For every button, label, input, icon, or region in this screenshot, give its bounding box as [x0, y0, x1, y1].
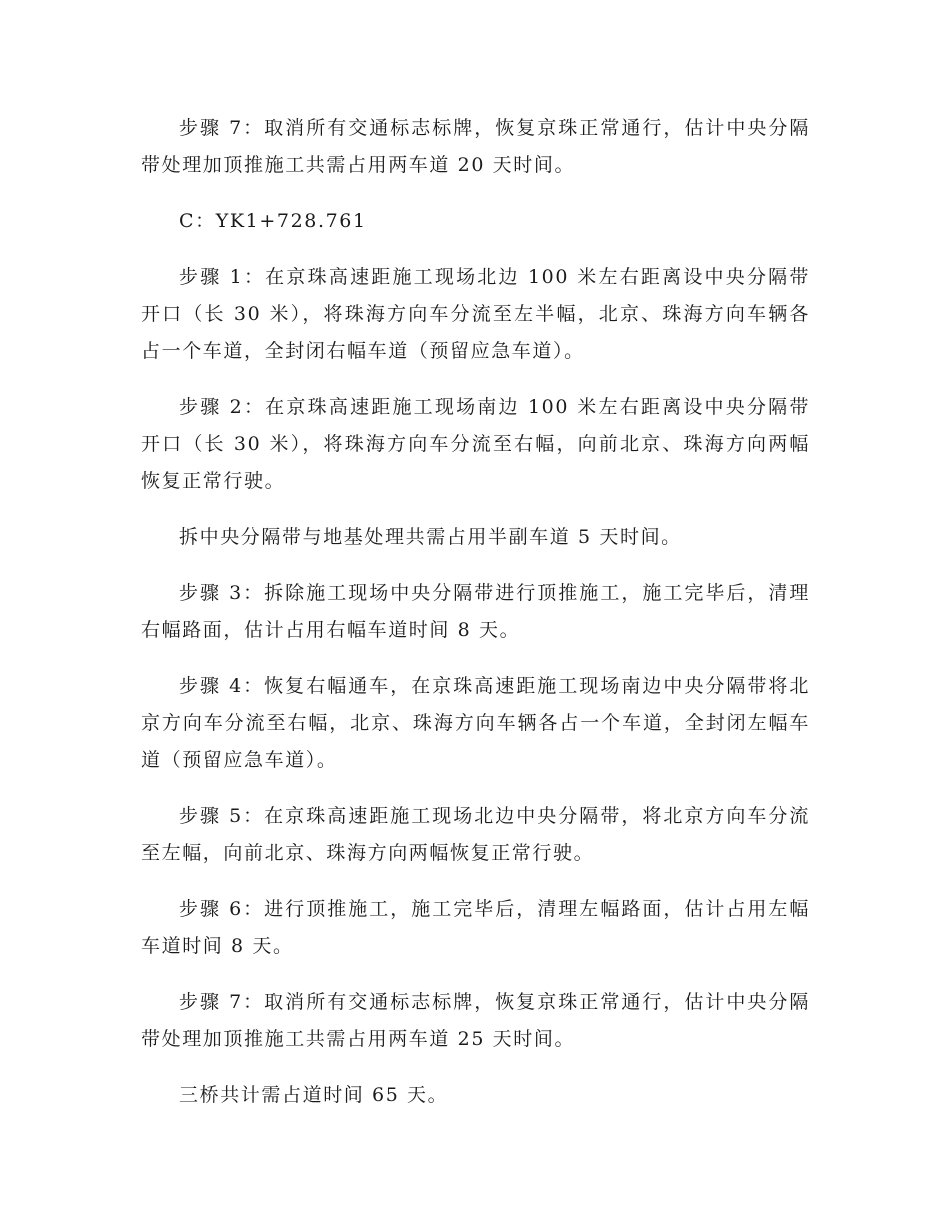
paragraph-median-removal: 拆中央分隔带与地基处理共需占用半副车道 5 天时间。 — [179, 526, 682, 548]
paragraph-step7-first: 步骤 7：取消所有交通标志标牌，恢复京珠正常通行，估计中央分隔带处理加顶推施工共需占用两车道 20 天时间。 — [141, 117, 810, 176]
paragraph-step1: 步骤 1：在京珠高速距施工现场北边 100 米左右距离设中央分隔带开口（长 30 米），将珠海方向车分流至左半幅，北京、珠海方向车辆各占一个车道，全封闭右幅车道（预留应急车道）。 — [141, 266, 810, 362]
paragraph-step6: 步骤 6：进行顶推施工，施工完毕后，清理左幅路面，估计占用左幅车道时间 8 天。 — [141, 898, 810, 957]
paragraph-step2: 步骤 2：在京珠高速距施工现场南边 100 米左右距离设中央分隔带开口（长 30 米），将珠海方向车分流至右幅，向前北京、珠海方向两幅恢复正常行驶。 — [141, 396, 810, 492]
paragraph-step7-second: 步骤 7：取消所有交通标志标牌，恢复京珠正常通行，估计中央分隔带处理加顶推施工共需占用两车道 25 天时间。 — [141, 991, 810, 1050]
paragraph-step5: 步骤 5：在京珠高速距施工现场北边中央分隔带，将北京方向车分流至左幅，向前北京、珠海方向两幅恢复正常行驶。 — [141, 805, 810, 864]
paragraph-step3: 步骤 3：拆除施工现场中央分隔带进行顶推施工，施工完毕后，清理右幅路面，估计占用右幅车道时间 8 天。 — [141, 582, 810, 641]
paragraph-step4: 步骤 4：恢复右幅通车，在京珠高速距施工现场南边中央分隔带将北京方向车分流至右幅，北京、珠海方向车辆各占一个车道，全封闭左幅车道（预留应急车道）。 — [141, 675, 810, 771]
paragraph-section-c-heading: C：YK1+728.761 — [179, 210, 367, 232]
paragraph-total-summary: 三桥共计需占道时间 65 天。 — [179, 1084, 449, 1106]
